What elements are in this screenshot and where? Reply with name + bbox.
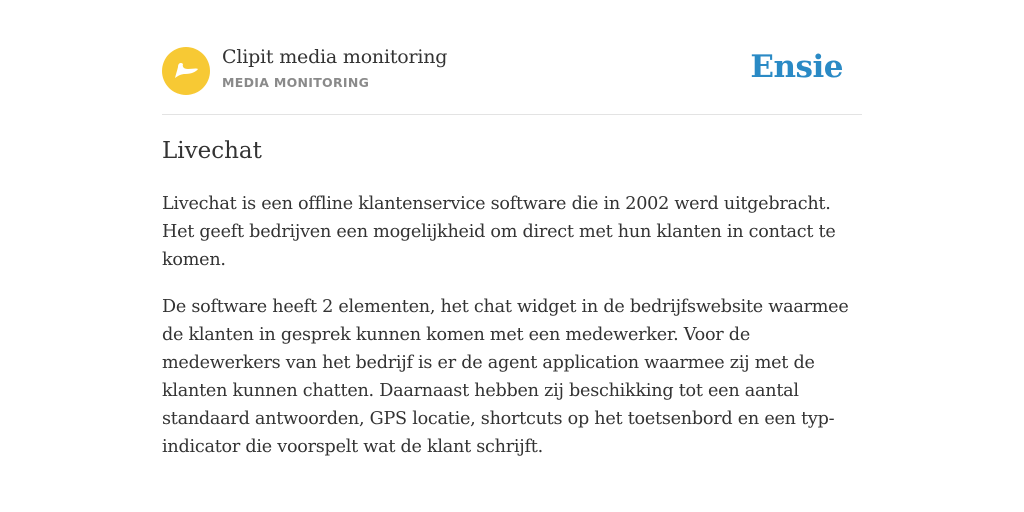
chat-bubble-icon xyxy=(162,47,210,95)
article-body xyxy=(162,190,862,480)
brand-logo[interactable]: Ensie xyxy=(750,49,843,85)
source-logo[interactable] xyxy=(162,47,210,95)
card-header xyxy=(162,46,862,115)
definition-card xyxy=(162,46,862,457)
source-subtitle: MEDIA MONITORING xyxy=(222,75,370,90)
paragraph: De software heeft 2 elementen, het chat widget in de bedrijfswebsite waarmee de klanten in gesprek kunnen komen met een medewerker. Voor de medewerkers van het bedrijf is er de agent application waarmee zij met de klanten kunnen chatten. Daarnaast hebben zij beschikking tot een aantal standaard antwoorden, GPS locatie, shortcuts op het toetsenbord en een typ-indicator die voorspelt wat de klant schrijft. xyxy=(162,297,849,457)
page-title: Livechat xyxy=(162,138,262,164)
source-name[interactable]: Clipit media monitoring xyxy=(222,46,448,68)
paragraph: Livechat is een offline klantenservice software die in 2002 werd uitgebracht. Het geeft bedrijven een mogelijkheid om direct met hun klanten in contact te komen. xyxy=(162,194,836,270)
